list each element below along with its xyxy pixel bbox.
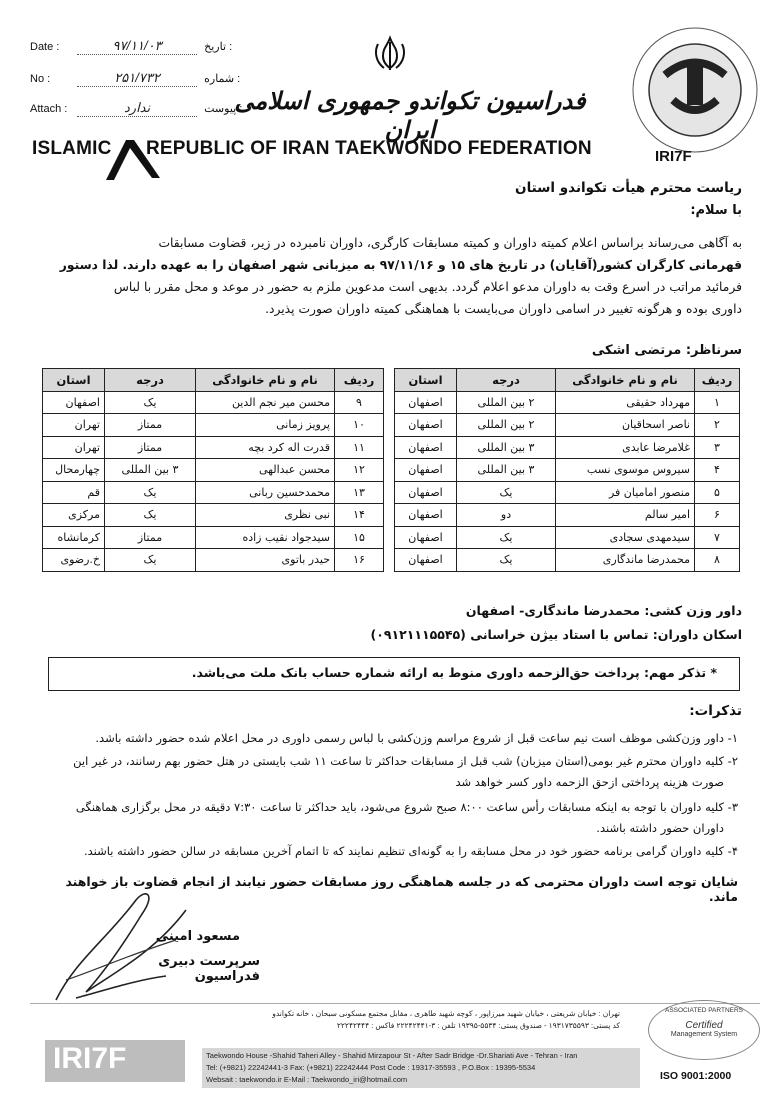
- footer-en-line-1: Taekwondo House -Shahid Taheri Alley - Shahid Mirzapour St - After Sadr Bridge -Dr.Shariati Ave - Tehran - Iran: [206, 1051, 578, 1060]
- table-row: ۴ سیروس موسوی نسب ۳ بین المللی اصفهان: [395, 459, 740, 482]
- date-row: [30, 38, 232, 55]
- note-item-1: ۱- داور وزن‌کشی موظف است نیم ساعت قبل از شروع مراسم وزن‌کشی با لباس رسمی داوری در محل اعلام شده حضور داشته باشد.: [95, 731, 738, 745]
- col-grade: درجه: [105, 369, 196, 392]
- footer-logo-box: [45, 1040, 185, 1082]
- letter-line-3: فرمائید مراتب در اسرع وقت به داوران مدعو اعلام گردد. بدیهی است مدعوین ملزم به حضور در موعد و محل مقرر با لباس: [113, 280, 742, 294]
- date-label-fa: : تاریخ: [204, 41, 233, 53]
- footer-en-line-3: Websait : taekwondo.ir E-Mail : Taekwondo_iri@hotmail.com: [206, 1075, 408, 1084]
- col-name: نام و نام خانوادگی: [556, 369, 695, 392]
- date-value: ۹۷/۱۱/۰۳: [77, 38, 197, 55]
- federation-emblem-icon: [625, 20, 765, 170]
- notes-warning: شایان توجه است داوران محترمی که در جلسه هماهنگی روز مسابقات حضور نیابند از انجام قضاوت باز خواهند ماند.: [65, 874, 738, 904]
- table-row: ۱۰ پرویز زمانی ممتاز تهران: [43, 414, 384, 437]
- table-row: ۳ غلامرضا عابدی ۳ بین المللی اصفهان: [395, 436, 740, 459]
- note-item-2: ۲- کلیه داوران محترم غیر بومی(استان میزبان) شب قبل از مسابقات حداکثر تا ساعت ۱۱ شب بایستی در هتل حضور بهم رسانند، در غیر این: [73, 754, 738, 768]
- signer-name: مسعود امینی: [155, 929, 240, 944]
- cert-top: ASSOCIATED PARTNERS: [664, 1007, 744, 1014]
- federation-emblem: [625, 20, 765, 170]
- attach-label-fa: : پیوست: [204, 103, 243, 115]
- footer-fa-line-2: کد پستی: ۱۹۳۱۷۳۵۵۹۳ - صندوق پستی: ۵۵۳۴-۱۹۳۹۵ تلفن : ۳-۲۲۲۴۲۴۴۱ فاکس : ۲۲۲۴۲۴۴۴: [336, 1021, 620, 1030]
- number-value: ۲۵۱/۷۳۲: [77, 70, 197, 87]
- number-row: [30, 70, 240, 87]
- note-item-4: ۴- کلیه داوران گرامی برنامه حضور خود در محل مسابقه را به گونه‌ای تنظیم نمایند که تا اتمام آخرین مسابقه در سالن حضور داشته باشند.: [83, 844, 738, 858]
- table-row: ۱۳ محمدحسین ربانی یک قم: [43, 481, 384, 504]
- footer-fa-line-1: تهران : خیابان شریعتی ، خیابان شهید میرزاپور ، کوچه شهید طاهری ، مقابل مجتمع مسکونی سبحان ، خانه تکواندو: [272, 1009, 620, 1018]
- certification-seal: [648, 1000, 760, 1060]
- letter-body: [37, 232, 742, 320]
- supervisor: سرناظر: مرتضی اشکی: [591, 343, 742, 358]
- signer-title: سرپرست دبیری فدراسیون: [158, 954, 260, 984]
- table-row: ۹ محسن میر نجم الدین یک اصفهان: [43, 391, 384, 414]
- federation-name-en-right: REPUBLIC OF IRAN TAEKWONDO FEDERATION: [146, 138, 592, 159]
- footer-logo: IRI7F: [53, 1042, 127, 1075]
- federation-name-fa: فدراسیون تکواندو جمهوری اسلامی ایران: [234, 86, 586, 144]
- date-label: Date :: [30, 41, 60, 53]
- col-grade: درجه: [457, 369, 556, 392]
- referees-table-left: [42, 368, 384, 572]
- handwritten-signature: [46, 880, 206, 1020]
- table-row: ۶ امیر سالم دو اصفهان: [395, 504, 740, 527]
- important-note: * تذکر مهم: پرداخت حق‌الزحمه داوری منوط به ارائه شماره حساب بانک ملت می‌باشد.: [191, 665, 717, 680]
- weighin-referee: داور وزن کشی: محمدرضا ماندگاری- اصفهان: [465, 603, 742, 618]
- important-note-box: [48, 657, 740, 691]
- note-item-3: ۳- کلیه داوران با توجه به اینکه مسابقات رأس ساعت ۸:۰۰ صبح شروع می‌شود، باید حداکثر تا ساعت ۷:۳۰ دقیقه در محل برگزاری هماهنگی: [75, 800, 738, 814]
- notes-title: تذکرات:: [689, 703, 742, 719]
- col-name: نام و نام خانوادگی: [196, 369, 335, 392]
- iran-emblem-icon: [370, 34, 410, 74]
- table-row: ۷ سیدمهدی سجادی یک اصفهان: [395, 526, 740, 549]
- table-row: ۸ محمدرضا ماندگاری یک اصفهان: [395, 549, 740, 572]
- attach-label: Attach :: [30, 103, 68, 115]
- footer-address-fa: [200, 1008, 620, 1032]
- table-row: ۱۵ سیدجواد نقیب زاده ممتاز کرمانشاه: [43, 526, 384, 549]
- notes-list: [38, 728, 738, 862]
- letter-line-2: قهرمانی کارگران کشور(آقایان) در تاریخ های ۱۵ و ۹۷/۱۱/۱۶ به میزبانی شهر اصفهان را به عهده دارند. لذا دستور: [59, 258, 742, 272]
- table-row: ۱۲ محسن عبدالهی ۳ بین المللی چهارمحال: [43, 459, 384, 482]
- footer-divider: [30, 1003, 760, 1004]
- referee-housing: اسکان داوران: تماس با استاد بیژن خراسانی (۰۹۱۲۱۱۱۵۵۴۵): [370, 627, 742, 642]
- cert-bot: Management System: [670, 1031, 738, 1038]
- table-row: ۱ مهرداد حقیقی ۲ بین المللی اصفهان: [395, 391, 740, 414]
- recipient: ریاست محترم هیأت تکواندو استان: [515, 180, 742, 196]
- cert-mid: Certified: [685, 1020, 723, 1031]
- letter-line-1: به آگاهی می‌رساند براساس اعلام کمیته داوران و کمیته مسابقات کارگری، داوران نامبرده در زیر، قضاوت مسابقات: [158, 236, 742, 250]
- referees-table-right: [394, 368, 740, 572]
- table-row: ۱۴ نبی نظری یک مرکزی: [43, 504, 384, 527]
- col-row: ردیف: [335, 369, 384, 392]
- number-label: No :: [30, 73, 51, 85]
- greeting: با سلام:: [690, 203, 742, 218]
- attach-value: ندارد: [77, 100, 197, 117]
- col-province: استان: [43, 369, 105, 392]
- col-province: استان: [395, 369, 457, 392]
- note-item-3-cont: داوران حضور داشته باشند.: [596, 821, 724, 835]
- table-row: ۲ ناصر اسحاقیان ۲ بین المللی اصفهان: [395, 414, 740, 437]
- number-label-fa: : شماره: [204, 73, 241, 85]
- attach-row: [30, 100, 242, 117]
- iso-label: ISO 9001:2000: [660, 1070, 732, 1082]
- table-row: ۱۶ حیدر باتوی یک خ.رضوی: [43, 549, 384, 572]
- federation-name-en-left: ISLAMIC: [32, 138, 112, 159]
- col-row: ردیف: [695, 369, 740, 392]
- footer-en-line-2: Tel: (+9821) 22242441-3 Fax: (+9821) 22242444 Post Code : 19317-35593 , P.O.Box : 19395-5534: [206, 1063, 536, 1072]
- table-row: ۱۱ قدرت اله کرد بچه ممتاز تهران: [43, 436, 384, 459]
- emblem-iritf: IRI7F: [655, 148, 692, 165]
- table-row: ۵ منصور امامیان فر یک اصفهان: [395, 481, 740, 504]
- letter-line-4: داوری بوده و هرگونه تغییر در اسامی داوران می‌بایست با هماهنگی کمیته داوران صورت پذیرد.: [265, 302, 742, 316]
- note-item-2-cont: صورت هزینه پرداختی ازحق الزحمه داور کسر خواهد شد: [455, 775, 724, 789]
- footer-address-en: [202, 1048, 640, 1088]
